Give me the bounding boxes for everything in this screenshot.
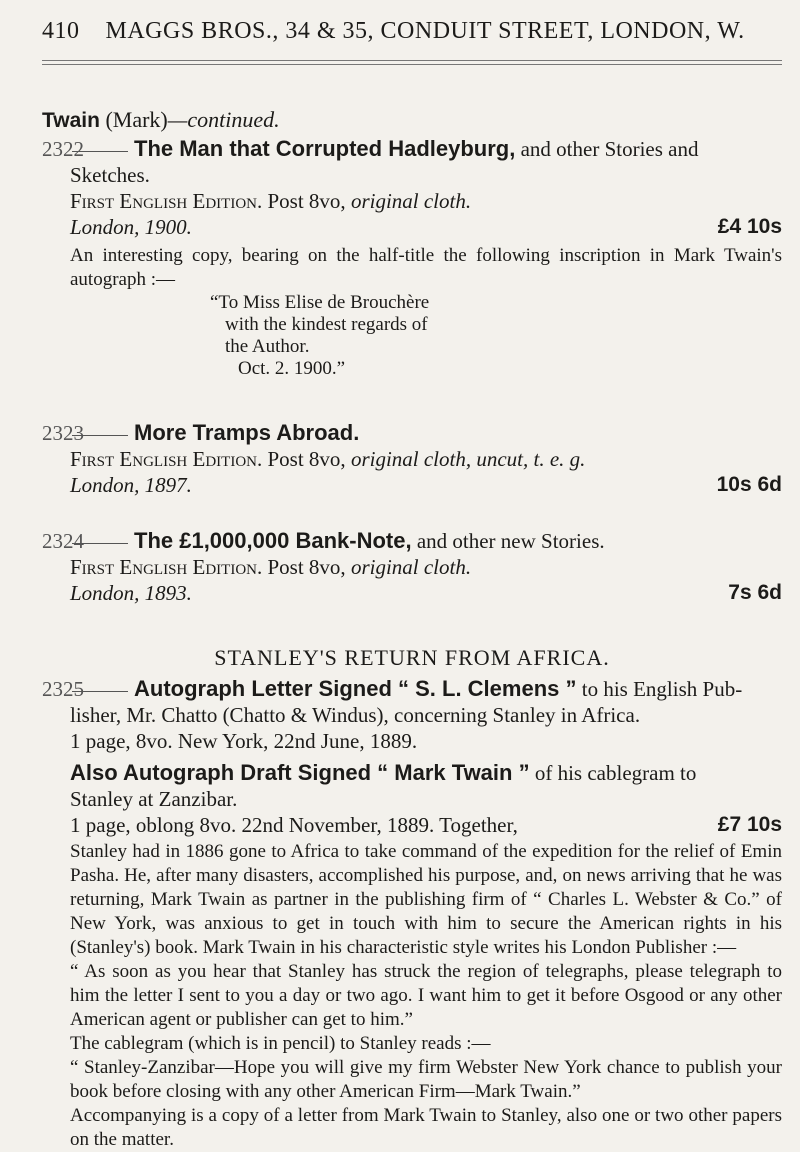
lot-price: 7s 6d	[728, 581, 782, 604]
lot-binding: original cloth.	[350, 555, 472, 579]
also-title-line2: Stanley at Zanzibar.	[70, 787, 238, 811]
lot-imprint: London, 1900.	[70, 215, 192, 239]
section-heading	[42, 107, 754, 134]
lot-imprint: London, 1897.	[70, 473, 192, 497]
lot-edition: First English Edition.	[70, 447, 263, 471]
description-paragraph-2: “ As soon as you hear that Stanley has struck the region of telegraphs, please telegraph to him the letter I sent to you a day or two ago. I want him to get it before Osgood or any other American agent or publisher can get to him.”	[70, 961, 782, 1030]
header-rule-2	[42, 64, 782, 65]
lot-edition: First English Edition.	[70, 189, 263, 213]
lot-imprint: London, 1893.	[70, 581, 192, 605]
lot-binding: original cloth.	[350, 189, 472, 213]
lot-number: 2325	[42, 677, 84, 701]
page-header	[42, 18, 782, 45]
running-head: MAGGS BROS., 34 & 35, CONDUIT STREET, LONDON, W.	[105, 18, 745, 44]
lot-details: Post 8vo,	[267, 447, 346, 471]
lot-title-line2: lisher, Mr. Chatto (Chatto & Windus), concerning Stanley in Africa.	[70, 703, 641, 727]
inscription-line-3: the Author.	[225, 336, 310, 357]
lot-title-line2: Sketches.	[70, 163, 150, 187]
lot-title-rest: and other new Stories.	[416, 529, 605, 553]
inscription-line-1: “To Miss Elise de Brouchère	[210, 292, 430, 313]
header-rule	[42, 60, 782, 61]
lot-number: 2324	[42, 529, 84, 553]
page-number: 410	[42, 18, 80, 44]
author-name: Twain	[42, 109, 100, 132]
lot-title-rest: and other Stories and	[520, 137, 699, 161]
stanley-heading: STANLEY'S RETURN FROM AFRICA.	[214, 645, 610, 670]
lot-title: Autograph Letter Signed “ S. L. Clemens ”	[134, 676, 577, 701]
lot-edition: First English Edition.	[70, 555, 263, 579]
also-title: Also Autograph Draft Signed “ Mark Twain ”	[70, 760, 530, 785]
lot-title-rest: to his English Pub-	[581, 677, 743, 701]
also-collation: 1 page, oblong 8vo. 22nd November, 1889. Together,	[70, 813, 518, 837]
lot-details: Post 8vo,	[267, 555, 346, 579]
description-paragraph-3: The cablegram (which is in pencil) to Stanley reads :—	[70, 1033, 491, 1054]
inscription-line-4: Oct. 2. 1900.”	[238, 358, 346, 379]
lot-price: £4 10s	[717, 215, 782, 238]
continued-label: —continued.	[167, 107, 280, 132]
also-title-rest: of his cablegram to	[534, 761, 697, 785]
lot-price: 10s 6d	[716, 473, 782, 496]
lot-title: The Man that Corrupted Hadleyburg,	[134, 136, 516, 161]
description-paragraph-1: Stanley had in 1886 gone to Africa to take command of the expedition for the relief of Emin Pasha. He, after many disasters, accomplished his purpose, and, on news arriving that he was returning, Mark Twain as partner in the publishing firm of “ Charles L. Webster & Co.” of New York, was anxious to get in touch with him to secure the American rights in his (Stanley's) book. Mark Twain in his characteristic style writes his London Publisher :—	[70, 841, 782, 958]
author-forename: (Mark)	[105, 107, 168, 132]
lot-details: Post 8vo,	[267, 189, 346, 213]
lot-title: The £1,000,000 Bank-Note,	[134, 528, 412, 553]
description-paragraph-5: Accompanying is a copy of a letter from Mark Twain to Stanley, also one or two other papers on the matter.	[70, 1105, 782, 1150]
lot-2323	[42, 420, 782, 498]
lot-binding: original cloth, uncut, t. e. g.	[350, 447, 586, 471]
lot-collation: 1 page, 8vo. New York, 22nd June, 1889.	[70, 729, 418, 753]
lot-2322	[42, 136, 782, 380]
lot-note: An interesting copy, bearing on the half-title the following inscription in Mark Twain's autograph :—	[70, 245, 782, 290]
lot-number: 2323	[42, 421, 84, 445]
description-paragraph-4: “ Stanley-Zanzibar—Hope you will give my firm Webster New York chance to publish your book before closing with any other American Firm—Mark Twain.”	[70, 1057, 782, 1102]
lot-title: More Tramps Abroad.	[134, 420, 360, 445]
lot-number: 2322	[42, 137, 84, 161]
lot-price: £7 10s	[717, 813, 782, 836]
lot-2324	[42, 528, 782, 606]
lot-2325	[42, 676, 782, 1152]
inscription-line-2: with the kindest regards of	[225, 314, 428, 335]
